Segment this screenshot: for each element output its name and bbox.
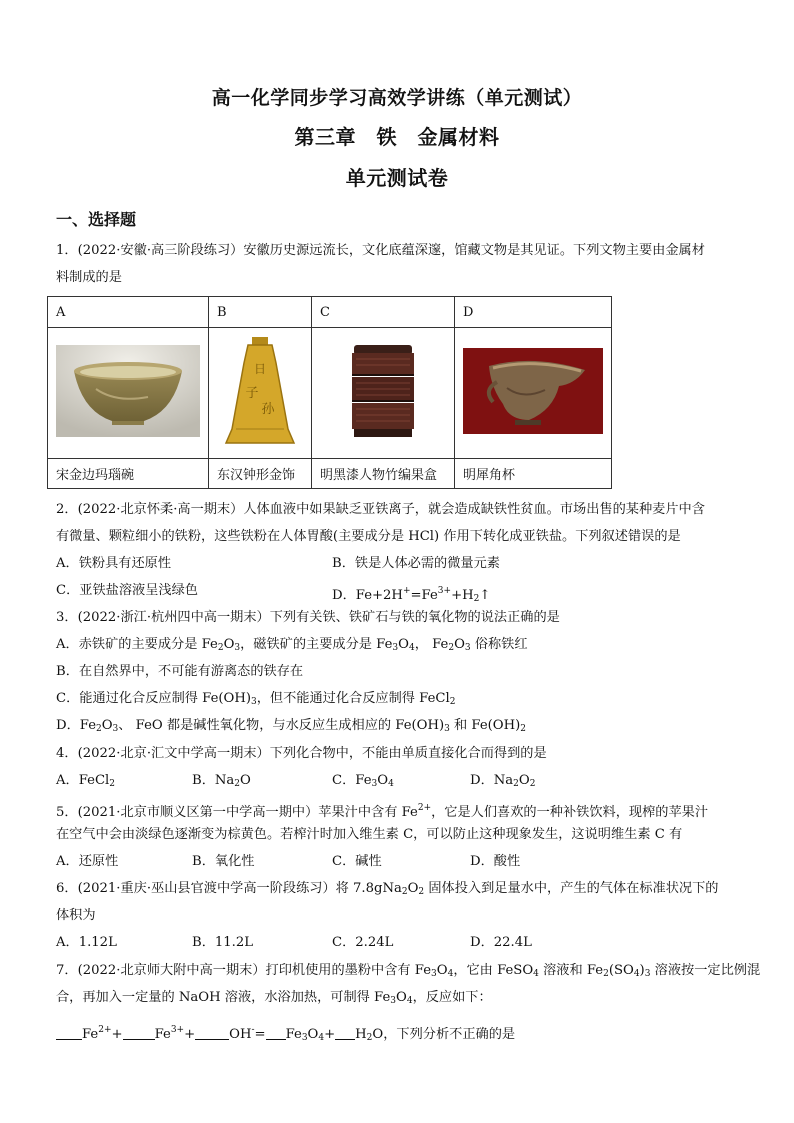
agate-bowl-image <box>56 345 200 437</box>
section-heading-choice: 一、选择题 <box>56 210 137 229</box>
q7-stem-line1: 7．(2022·北京师大附中高一期末）打印机使用的墨粉中含有 $Fe_3O_4$，它由 FeSO$_4$ 溶液和 $Fe_2(SO_4)_3$ 溶液按一定比例混 <box>56 963 761 979</box>
q7-equation: $Fe^{2+}+ Fe^{3+}+ OH^-= Fe_3O_4+ H_2O$，下列分析不正确的是 <box>56 1020 746 1048</box>
q5-option-b: B．氧化性 <box>192 854 255 869</box>
q5-option-d: D．酸性 <box>470 854 521 869</box>
ornament-glyph-1: 日 <box>253 362 267 376</box>
ornament-glyph-3: 孙 <box>261 402 275 417</box>
q5-stem-line2: 在空气中会由淡绿色逐渐变为棕黄色。若榨汁时加入维生素 C，可以防止这种现象发生，这说明维生素 C 有 <box>56 827 683 842</box>
blank-1[interactable] <box>56 1025 82 1040</box>
q1-image-cell-a <box>48 328 209 459</box>
q6-option-b: B．11.2L <box>192 935 253 950</box>
q4-option-b: B．$Na_2O$ <box>192 773 251 789</box>
q4-stem: 4．(2022·北京·汇文中学高一期末）下列化合物中，不能由单质直接化合而得到的是 <box>56 746 547 761</box>
q5-option-a: A．还原性 <box>56 854 119 869</box>
q1-options-table <box>47 296 612 489</box>
q6-option-d: D．22.4L <box>470 935 532 950</box>
q1-image-cell-c <box>312 328 455 459</box>
q6-stem-line1: 6．(2021·重庆·巫山县官渡中学高一阶段练习）将 $7.8gNa_2O_2$ 固体投入到足量水中，产生的气体在标准状况下的 <box>56 881 719 897</box>
q7-stem-line2: 合，再加入一定量的 NaOH 溶液，水浴加热，可制得 $Fe_3O_4$，反应如下： <box>56 990 492 1006</box>
q1-caption-b: 东汉钟形金饰 <box>209 459 312 489</box>
blank-5[interactable] <box>335 1025 355 1040</box>
q2-option-b: B．铁是人体必需的微量元素 <box>332 556 500 571</box>
q6-option-c: C．2.24L <box>332 935 394 950</box>
q2-option-d: D．$Fe+2H^+=Fe^{3+}+H_2↑$ <box>332 586 491 604</box>
q2-stem-line2: 有微量、颗粒细小的铁粉，这些铁粉在人体胃酸(主要成分是 HCl) 作用下转化成亚铁盐。下列叙述错误的是 <box>56 529 681 544</box>
q5-stem-line1: 5．(2021·北京市顺义区第一中学高一期中）苹果汁中含有 $Fe^{2+}$，它是人们喜欢的一种补铁饮料，现榨的苹果汁 <box>56 803 709 820</box>
q3-stem: 3．(2022·浙江·杭州四中高一期末）下列有关铁、铁矿石与铁的氧化物的说法正确的是 <box>56 610 560 625</box>
q1-letter-c: C <box>312 297 455 328</box>
q1-letter-b: B <box>209 297 312 328</box>
q1-letter-d: D <box>455 297 612 328</box>
q4-option-a: A．FeCl$_2$ <box>56 773 115 789</box>
chapter-title: 第三章 铁 金属材料 <box>294 125 500 149</box>
q3-option-b: B．在自然界中，不可能有游离态的铁存在 <box>56 664 304 679</box>
test-title: 单元测试卷 <box>345 166 449 190</box>
q2-option-c: C．亚铁盐溶液呈浅绿色 <box>56 583 198 598</box>
blank-4[interactable] <box>266 1025 286 1040</box>
q2-stem-line1: 2．(2022·北京怀柔·高一期末）人体血液中如果缺乏亚铁离子，就会造成缺铁性贫血。市场出售的某种麦片中含 <box>56 502 705 517</box>
q1-caption-a: 宋金边玛瑙碗 <box>48 459 209 489</box>
q4-option-d: D．$Na_2O_2$ <box>470 773 536 789</box>
q3-option-d: D．$Fe_2O_3$、 FeO 都是碱性氧化物，与水反应生成相应的 $Fe(OH)_3$ 和 $Fe(OH)_2$ <box>56 718 526 734</box>
q4-option-c: C．$Fe_3O_4$ <box>332 773 394 789</box>
gold-bell-ornament-image <box>222 333 298 449</box>
q1-caption-c: 明黑漆人物竹编果盒 <box>312 459 455 489</box>
q6-stem-line2: 体积为 <box>56 908 96 923</box>
q3-option-a: A．赤铁矿的主要成分是 $Fe_2O_3$，磁铁矿的主要成分是 $Fe_3O_4$， $Fe_2O_3$ 俗称铁红 <box>56 637 528 653</box>
q1-stem-line1: 1．(2022·安徽·高三阶段练习）安徽历史源远流长，文化底蕴深邃，馆藏文物是其见证。下列文物主要由金属材 <box>56 243 705 258</box>
lacquer-box-image <box>346 339 420 443</box>
q3-option-c: C．能通过化合反应制得 $Fe(OH)_3$，但不能通过化合反应制得 FeCl$_2$ <box>56 691 456 707</box>
q6-option-a: A．1.12L <box>56 935 117 950</box>
blank-2[interactable] <box>123 1025 155 1040</box>
q1-stem-line2: 料制成的是 <box>56 270 122 285</box>
q1-image-cell-d <box>455 328 612 459</box>
ornament-glyph-2: 子 <box>245 386 259 401</box>
q1-caption-d: 明犀角杯 <box>455 459 612 489</box>
rhino-horn-cup-image <box>463 348 603 434</box>
series-title: 高一化学同步学习高效学讲练（单元测试） <box>211 87 583 109</box>
q1-letter-a: A <box>48 297 209 328</box>
q2-option-a: A．铁粉具有还原性 <box>56 556 172 571</box>
q1-image-cell-b <box>209 328 312 459</box>
blank-3[interactable] <box>195 1025 229 1040</box>
q5-option-c: C．碱性 <box>332 854 382 869</box>
